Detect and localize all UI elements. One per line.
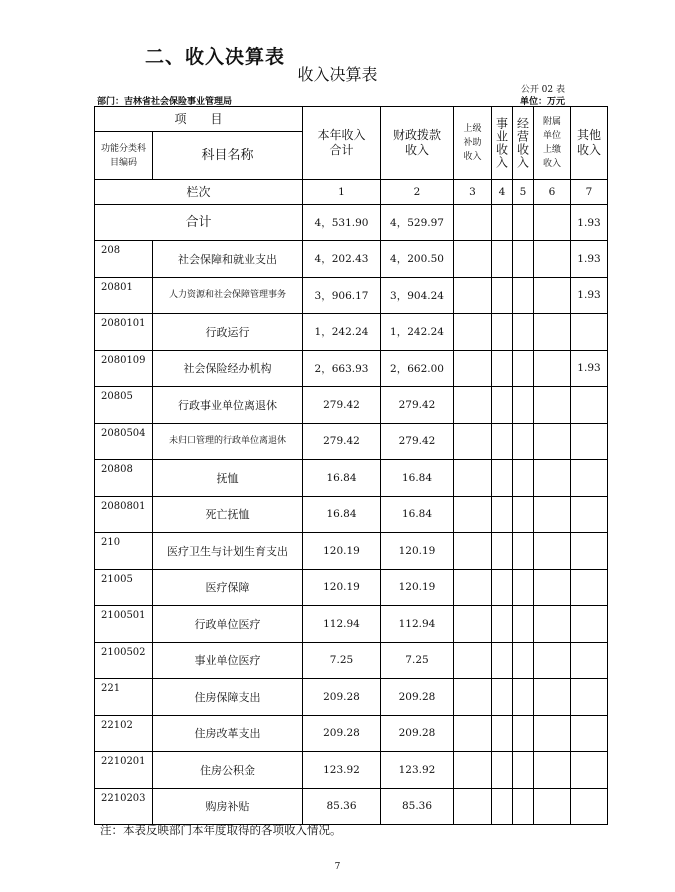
other-income: [571, 788, 608, 825]
total-income: 209.28: [303, 679, 381, 716]
total-income: 7.25: [303, 642, 381, 679]
other-income: [571, 533, 608, 570]
subject-name: 购房补贴: [153, 788, 303, 825]
footnote: 注：本表反映部门本年度取得的各项收入情况。: [100, 823, 342, 837]
total-income: 123.92: [303, 752, 381, 789]
total-income: 112.94: [303, 606, 381, 643]
other-income: [571, 569, 608, 606]
header-item: 项 目: [95, 107, 303, 132]
function-code: 208: [95, 241, 153, 278]
sequence-3: 3: [454, 180, 492, 205]
fiscal-appropriation: 120.19: [381, 533, 454, 570]
sequence-1: 1: [303, 180, 381, 205]
fiscal-appropriation: 2，662.00: [381, 350, 454, 387]
other-income: [571, 314, 608, 351]
total-income: 279.42: [303, 387, 381, 424]
sequence-5: 5: [513, 180, 534, 205]
subject-name: 住房公积金: [153, 752, 303, 789]
table-row: [95, 387, 608, 424]
total-income: 2，663.93: [303, 350, 381, 387]
total-income: 120.19: [303, 569, 381, 606]
subject-name: 未归口管理的行政单位离退休: [153, 423, 303, 460]
other-income: [571, 387, 608, 424]
function-code: 2100501: [95, 606, 153, 643]
subject-name: 医疗保障: [153, 569, 303, 606]
page-number: 7: [334, 862, 341, 872]
table-row: [95, 314, 608, 351]
total-income: 1，242.24: [303, 314, 381, 351]
function-code: 20801: [95, 277, 153, 314]
other-income: [571, 496, 608, 533]
subject-name: 社会保障和就业支出: [153, 241, 303, 278]
total-income: 120.19: [303, 533, 381, 570]
sequence-7: 7: [571, 180, 608, 205]
subject-name: 事业单位医疗: [153, 642, 303, 679]
other-income: [571, 606, 608, 643]
form-number: 公开 02 表: [520, 85, 565, 95]
subject-name: 住房保障支出: [153, 679, 303, 716]
table-title: 收入决算表: [297, 65, 378, 84]
function-code: 2210203: [95, 788, 153, 825]
income-table: [94, 106, 608, 825]
table-row: [95, 752, 608, 789]
table-row: [95, 679, 608, 716]
total-income: 16.84: [303, 496, 381, 533]
header-business-income: 事业收入: [492, 107, 513, 180]
header-total-income: 本年收入合计: [303, 107, 381, 180]
subject-name: 住房改革支出: [153, 715, 303, 752]
table-row: [95, 715, 608, 752]
function-code: 20805: [95, 387, 153, 424]
other-income: [571, 715, 608, 752]
total-col7: 1.93: [571, 205, 608, 241]
table-row: [95, 569, 608, 606]
total-label: 合计: [95, 205, 303, 241]
subject-name: 人力资源和社会保障管理事务: [153, 277, 303, 314]
fiscal-appropriation: 16.84: [381, 460, 454, 497]
other-income: [571, 460, 608, 497]
table-row: [95, 642, 608, 679]
table-row: [95, 460, 608, 497]
total-income: 16.84: [303, 460, 381, 497]
subject-name: 行政单位医疗: [153, 606, 303, 643]
table-row: [95, 606, 608, 643]
sequence-4: 4: [492, 180, 513, 205]
header-operating-income: 经营收入: [513, 107, 534, 180]
fiscal-appropriation: 120.19: [381, 569, 454, 606]
fiscal-appropriation: 1，242.24: [381, 314, 454, 351]
function-code: 21005: [95, 569, 153, 606]
unit-label: 单位：万元: [519, 97, 565, 107]
function-code: 2080801: [95, 496, 153, 533]
header-affiliated-remittance: 附属单位上缴收入: [534, 107, 571, 180]
fiscal-appropriation: 279.42: [381, 387, 454, 424]
subject-name: 社会保险经办机构: [153, 350, 303, 387]
total-income: 209.28: [303, 715, 381, 752]
total-income: 3，906.17: [303, 277, 381, 314]
header-subject-name: 科目名称: [153, 132, 303, 180]
header-fiscal-appropriation: 财政拨款收入: [381, 107, 454, 180]
other-income: [571, 679, 608, 716]
fiscal-appropriation: 4，200.50: [381, 241, 454, 278]
header-superior-subsidy: 上级补助收入: [454, 107, 492, 180]
table-row: [95, 788, 608, 825]
fiscal-appropriation: 112.94: [381, 606, 454, 643]
section-title: 二、收入决算表: [145, 46, 286, 68]
subject-name: 行政运行: [153, 314, 303, 351]
function-code: 20808: [95, 460, 153, 497]
function-code: 210: [95, 533, 153, 570]
fiscal-appropriation: 279.42: [381, 423, 454, 460]
subject-name: 死亡抚恤: [153, 496, 303, 533]
table-row: [95, 277, 608, 314]
total-row: [95, 205, 608, 241]
sequence-2: 2: [381, 180, 454, 205]
total-income: 85.36: [303, 788, 381, 825]
function-code: 2210201: [95, 752, 153, 789]
fiscal-appropriation: 209.28: [381, 679, 454, 716]
other-income: [571, 642, 608, 679]
table-row: [95, 496, 608, 533]
function-code: 2080101: [95, 314, 153, 351]
subject-name: 抚恤: [153, 460, 303, 497]
fiscal-appropriation: 85.36: [381, 788, 454, 825]
total-income: 279.42: [303, 423, 381, 460]
sequence-6: 6: [534, 180, 571, 205]
other-income: [571, 423, 608, 460]
fiscal-appropriation: 123.92: [381, 752, 454, 789]
table-row: [95, 533, 608, 570]
total-col2: 4，529.97: [381, 205, 454, 241]
subject-name: 医疗卫生与计划生育支出: [153, 533, 303, 570]
function-code: 22102: [95, 715, 153, 752]
table-row: [95, 241, 608, 278]
function-code: 2100502: [95, 642, 153, 679]
sequence-label: 栏次: [95, 180, 303, 205]
function-code: 221: [95, 679, 153, 716]
sequence-row: [95, 180, 608, 205]
header-other-income: 其他收入: [571, 107, 608, 180]
fiscal-appropriation: 7.25: [381, 642, 454, 679]
function-code: 2080109: [95, 350, 153, 387]
total-income: 4，202.43: [303, 241, 381, 278]
fiscal-appropriation: 209.28: [381, 715, 454, 752]
other-income: 1.93: [571, 241, 608, 278]
fiscal-appropriation: 3，904.24: [381, 277, 454, 314]
table-row: [95, 423, 608, 460]
header-function-code: 功能分类科目编码: [95, 132, 153, 180]
function-code: 2080504: [95, 423, 153, 460]
department-label: 部门：吉林省社会保险事业管理局: [97, 97, 233, 107]
other-income: 1.93: [571, 277, 608, 314]
subject-name: 行政事业单位离退休: [153, 387, 303, 424]
other-income: 1.93: [571, 350, 608, 387]
total-col1: 4，531.90: [303, 205, 381, 241]
table-row: [95, 350, 608, 387]
other-income: [571, 752, 608, 789]
fiscal-appropriation: 16.84: [381, 496, 454, 533]
